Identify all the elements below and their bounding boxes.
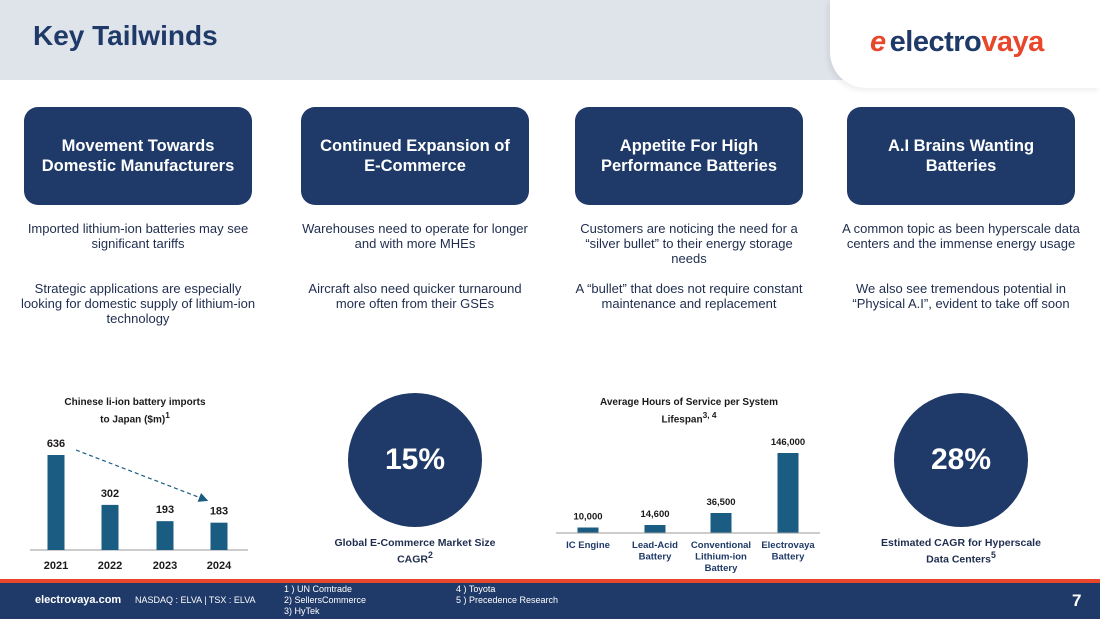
- chart-data-label: 36,500: [706, 497, 736, 508]
- stat-label-ecommerce: [330, 537, 500, 566]
- chart-data-label: 193: [155, 504, 175, 517]
- chart-tick-label: 2021: [43, 560, 69, 572]
- reference-item: 4 ) Toyota: [456, 584, 496, 594]
- footer-references-1: [284, 584, 366, 617]
- chart-tick-label: IC Engine: [566, 540, 610, 551]
- chart-tick-label: Conventional: [690, 540, 752, 551]
- chart-bar: [48, 455, 65, 550]
- stat-label-text: Estimated CAGR for Hyperscale Data Centers: [881, 537, 1041, 566]
- chart-bar: [578, 528, 599, 533]
- logo-text-red: vaya: [981, 26, 1044, 58]
- footer-ticker: NASDAQ : ELVA | TSX : ELVA: [135, 595, 256, 605]
- chart-bar: [211, 523, 228, 550]
- pillar-desc-1: Imported lithium-ion batteries may see significant tariffs: [27, 221, 249, 251]
- stat-label-datacenters: [876, 537, 1046, 566]
- pillar-desc-2: Aircraft also need quicker turnaround more often from their GSEs: [308, 281, 522, 311]
- pillar-desc-1: Warehouses need to operate for longer and with more MHEs: [302, 221, 528, 251]
- chart-data-label: 14,600: [640, 509, 670, 520]
- chart-title-sup: 3, 4: [702, 410, 717, 420]
- chart-data-label: 302: [100, 487, 120, 500]
- footer-references-2: [456, 584, 558, 606]
- pillar-desc-1: A common topic as been hyperscale data centers and the immense energy usage: [842, 221, 1080, 251]
- chart-tick-label: Lithium-ion: [695, 551, 747, 563]
- stat-circle-datacenters: 28%: [894, 393, 1028, 527]
- stat-label-sup: 5: [990, 550, 996, 560]
- chart-bar: [645, 525, 666, 533]
- pillar-desc-2: We also see tremendous potential in “Physical A.I”, evident to take off soon: [852, 281, 1070, 311]
- chart-tick-label: 2024: [206, 560, 232, 572]
- chart-bar: [778, 453, 799, 533]
- chart-data-label: 636: [46, 438, 66, 450]
- reference-item: 2) SellersCommerce: [284, 595, 367, 605]
- reference-item: 3) HyTek: [284, 606, 320, 616]
- logo-text-dark: electro: [889, 26, 982, 58]
- chart-tick-label: 2023: [152, 560, 178, 572]
- stat-circle-ecommerce: 15%: [348, 393, 482, 527]
- chart-tick-label: Battery: [771, 551, 805, 563]
- pillar-desc-2: A “bullet” that does not require constant maintenance and replacement: [575, 281, 803, 311]
- chart-trend-arrow: [76, 450, 206, 500]
- chart-data-label: 146,000: [770, 437, 806, 448]
- chart-tick-label: Battery: [638, 551, 672, 563]
- chart-bar: [711, 513, 732, 533]
- chart-data-label: 183: [209, 505, 229, 518]
- footer-website[interactable]: electrovaya.com: [35, 594, 122, 606]
- stat-label-text: Global E-Commerce Market Size CAGR: [334, 537, 496, 566]
- pillar-desc-2: Strategic applications are especially looking for domestic supply of lithium-ion technology: [20, 281, 256, 326]
- chart-tick-label: Battery: [704, 563, 738, 574]
- chart-tick-label: Lead-Acid: [632, 540, 678, 551]
- page-title: Key Tailwinds: [33, 20, 218, 51]
- pillar-desc-1: Customers are noticing the need for a “silver bullet” to their energy storage needs: [580, 221, 798, 266]
- chart-tick-label: Electrovaya: [761, 540, 815, 551]
- reference-item: 5 ) Precedence Research: [456, 595, 559, 605]
- chart-tick-label: 2022: [97, 560, 123, 572]
- chart-bar: [102, 505, 119, 550]
- chart-title-text: Chinese li-ion battery imports to Japan ($m): [64, 397, 206, 426]
- logo-mark: e: [870, 26, 886, 58]
- chart-data-label: 10,000: [573, 511, 603, 523]
- reference-item: 1 ) UN Comtrade: [284, 584, 353, 594]
- pillar-title-ecommerce: Continued Expansion of E-Commerce: [301, 107, 529, 205]
- chart-bar: [157, 521, 174, 550]
- pillar-title-ai: A.I Brains Wanting Batteries: [847, 107, 1075, 205]
- chart-title-text: Average Hours of Service per System Lifespan: [599, 397, 779, 426]
- pillar-title-batteries: Appetite For High Performance Batteries: [575, 107, 803, 205]
- stat-label-sup: 2: [428, 550, 433, 560]
- pillar-title-domestic: Movement Towards Domestic Manufacturers: [24, 107, 252, 205]
- chart-title-sup: 1: [165, 410, 170, 420]
- page-number: 7: [1072, 591, 1082, 610]
